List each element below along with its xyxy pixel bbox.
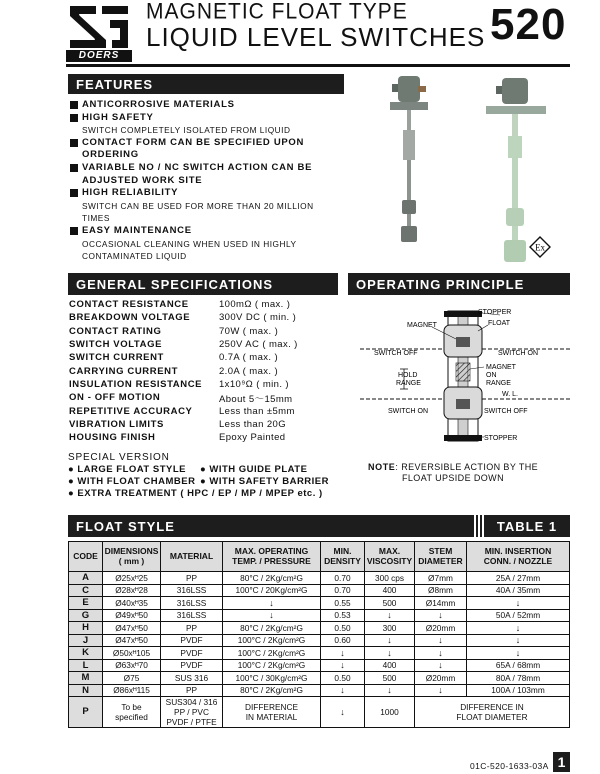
label-hold: HOLD bbox=[398, 372, 418, 379]
col-code: CODE bbox=[69, 542, 103, 572]
feature-item: VARIABLE NO / NC SWITCH ACTION CAN BE bbox=[70, 162, 350, 175]
label-stopper-bottom: STOPPER bbox=[484, 435, 518, 442]
col-operating: MAX. OPERATING TEMP. / PRESSURE bbox=[223, 542, 321, 572]
bullet-square-icon bbox=[70, 101, 78, 109]
heading-divider bbox=[472, 515, 484, 537]
feature-continued: ORDERING bbox=[82, 149, 139, 161]
label-on: ON bbox=[486, 372, 497, 379]
label-magnet: MAGNET bbox=[407, 322, 437, 329]
label-magnet2: MAGNET bbox=[486, 364, 516, 371]
document-code: 01C-520-1633-03A bbox=[470, 761, 549, 771]
table-row: J Ø47xᴴ50 PVDF 100°C / 2Kg/cm²G 0.60 ↓ ↓ ↓ bbox=[69, 634, 570, 647]
special-version bbox=[68, 452, 368, 500]
features-heading: FEATURES bbox=[68, 74, 344, 94]
bullet-square-icon bbox=[70, 189, 78, 197]
operating-principle-diagram bbox=[360, 303, 570, 448]
table-row: K Ø50xᴴ105 PVDF 100°C / 2Kg/cm²G ↓ ↓ ↓ ↓ bbox=[69, 647, 570, 660]
feature-item: EASY MAINTENANCE bbox=[70, 225, 350, 238]
page-number: 1 bbox=[553, 752, 570, 772]
table-header-row bbox=[69, 542, 570, 572]
features-list bbox=[70, 99, 350, 263]
special-line: ● WITH FLOAT CHAMBER ● WITH SAFETY BARRIER bbox=[68, 476, 330, 487]
bullet-square-icon bbox=[70, 164, 78, 172]
feature-detail: SWITCH COMPLETELY ISOLATED FROM LIQUID bbox=[82, 125, 291, 136]
feature-item: HIGH SAFETY bbox=[70, 112, 350, 125]
switch-unit-right bbox=[486, 78, 546, 262]
col-insertion: MIN. INSERTION CONN. / NOZZLE bbox=[467, 542, 570, 572]
col-material: MATERIAL bbox=[161, 542, 223, 572]
special-line: ● LARGE FLOAT STYLE ● WITH GUIDE PLATE bbox=[68, 464, 308, 475]
title-line1: MAGNETIC FLOAT TYPE bbox=[146, 0, 408, 24]
feature-item: CONTACT FORM CAN BE SPECIFIED UPON bbox=[70, 137, 350, 150]
label-switch-on-right: SWITCH ON bbox=[498, 350, 539, 357]
feature-detail: TIMES bbox=[82, 213, 110, 224]
col-dimensions: DIMENSIONS ( mm ) bbox=[103, 542, 161, 572]
col-viscosity: MAX. VISCOSITY bbox=[365, 542, 415, 572]
feature-item: ANTICORROSIVE MATERIALS bbox=[70, 99, 350, 112]
spec-row: HOUSING FINISH Epoxy Painted bbox=[69, 432, 286, 444]
spec-row: CARRYING CURRENT 2.0A ( max. ) bbox=[69, 365, 279, 377]
feature-detail: CONTAMINATED LIQUID bbox=[82, 251, 187, 262]
table-row: M Ø75 SUS 316 100°C / 30Kg/cm²G 0.50 500 Ø20mm 80A / 78mm bbox=[69, 672, 570, 685]
feature-detail: OCCASIONAL CLEANING WHEN USED IN HIGHLY bbox=[82, 238, 297, 249]
table-row: A Ø25xᴴ25 PP 80°C / 2Kg/cm²G 0.70 300 cps Ø7mm 25A / 27mm bbox=[69, 572, 570, 585]
brand-name: DOERS bbox=[66, 50, 132, 62]
spec-row: SWITCH VOLTAGE 250V AC ( max. ) bbox=[69, 339, 298, 351]
label-switch-off-left: SWITCH OFF bbox=[374, 350, 418, 357]
table-row: H Ø47xᴴ50 PP 80°C / 2Kg/cm²G 0.50 300 Ø20mm ↓ bbox=[69, 622, 570, 635]
spec-row: CONTACT RESISTANCE 100mΩ ( max. ) bbox=[69, 299, 291, 311]
float-style-table bbox=[68, 541, 570, 728]
header-rule bbox=[66, 64, 570, 67]
spec-row: REPETITIVE ACCURACY Less than ±5mm bbox=[69, 405, 295, 417]
table-row: N Ø86xᴴ115 PP 80°C / 2Kg/cm²G ↓ ↓ ↓ 100A / 103mm bbox=[69, 684, 570, 697]
float-style-heading: FLOAT STYLE bbox=[68, 515, 472, 537]
special-version-title: SPECIAL VERSION bbox=[68, 452, 170, 463]
label-switch-off-right: SWITCH OFF bbox=[484, 408, 528, 415]
table-row: E Ø40xᴴ35 316LSS ↓ 0.55 500 Ø14mm ↓ bbox=[69, 597, 570, 610]
bullet-square-icon bbox=[70, 227, 78, 235]
col-stem: STEM DIAMETER bbox=[415, 542, 467, 572]
feature-continued: ADJUSTED WORK SITE bbox=[82, 174, 203, 186]
label-float: FLOAT bbox=[488, 320, 511, 327]
table-row: C Ø28xᴴ28 316LSS 100°C / 20Kg/cm²G 0.70 400 Ø8mm 40A / 35mm bbox=[69, 584, 570, 597]
label-switch-on-left: SWITCH ON bbox=[388, 408, 429, 415]
col-density: MIN. DENSITY bbox=[321, 542, 365, 572]
bullet-square-icon bbox=[70, 114, 78, 122]
table-row: G Ø49xᴴ50 316LSS ↓ 0.53 ↓ ↓ 50A / 52mm bbox=[69, 609, 570, 622]
spec-row: BREAKDOWN VOLTAGE 300V DC ( min. ) bbox=[69, 312, 297, 324]
title-line2: LIQUID LEVEL SWITCHES bbox=[146, 22, 486, 52]
label-range2: RANGE bbox=[486, 380, 511, 387]
switch-unit-left bbox=[390, 76, 428, 242]
spec-row: SWITCH CURRENT 0.7A ( max. ) bbox=[69, 352, 279, 364]
spec-row: CONTACT RATING 70W ( max. ) bbox=[69, 325, 279, 337]
page-header bbox=[0, 0, 600, 62]
general-specs-heading: GENERAL SPECIFICATIONS bbox=[68, 273, 338, 295]
label-range: RANGE bbox=[396, 380, 421, 387]
table-row: L Ø63xᴴ70 PVDF 100°C / 2Kg/cm²G ↓ 400 ↓ 65A / 68mm bbox=[69, 659, 570, 672]
model-number: 520 bbox=[490, 0, 567, 49]
operating-note: NOTE: REVERSIBLE ACTION BY THE FLOAT UPSIDE DOWN bbox=[368, 462, 539, 483]
feature-detail: SWITCH CAN BE USED FOR MORE THAN 20 MILLION bbox=[82, 200, 314, 211]
label-stopper-top: STOPPER bbox=[478, 309, 512, 316]
table-row: P To be specified SUS304 / 316 PP / PVC PVDF / PTFE DIFFERENCE IN MATERIAL ↓ 1000 DIFFERENCE IN FLOAT DIAMETER bbox=[69, 697, 570, 728]
feature-item: HIGH RELIABILITY bbox=[70, 187, 350, 200]
general-specs-list bbox=[69, 298, 349, 444]
special-line: ● EXTRA TREATMENT ( HPC / EP / MP / MPEP etc. ) bbox=[68, 488, 323, 499]
bullet-square-icon bbox=[70, 139, 78, 147]
table-label: TABLE 1 bbox=[484, 515, 570, 537]
spec-row: ON - OFF MOTION About 5～15mm bbox=[69, 392, 293, 405]
operating-principle-heading: OPERATING PRINCIPLE bbox=[348, 273, 570, 295]
svg-text:Ex: Ex bbox=[535, 242, 545, 253]
label-wl: W. L. bbox=[502, 391, 518, 398]
ex-certification-icon bbox=[529, 236, 551, 258]
spec-row: VIBRATION LIMITS Less than 20G bbox=[69, 418, 286, 430]
spec-row: INSULATION RESISTANCE 1x10⁹Ω ( min. ) bbox=[69, 378, 289, 390]
